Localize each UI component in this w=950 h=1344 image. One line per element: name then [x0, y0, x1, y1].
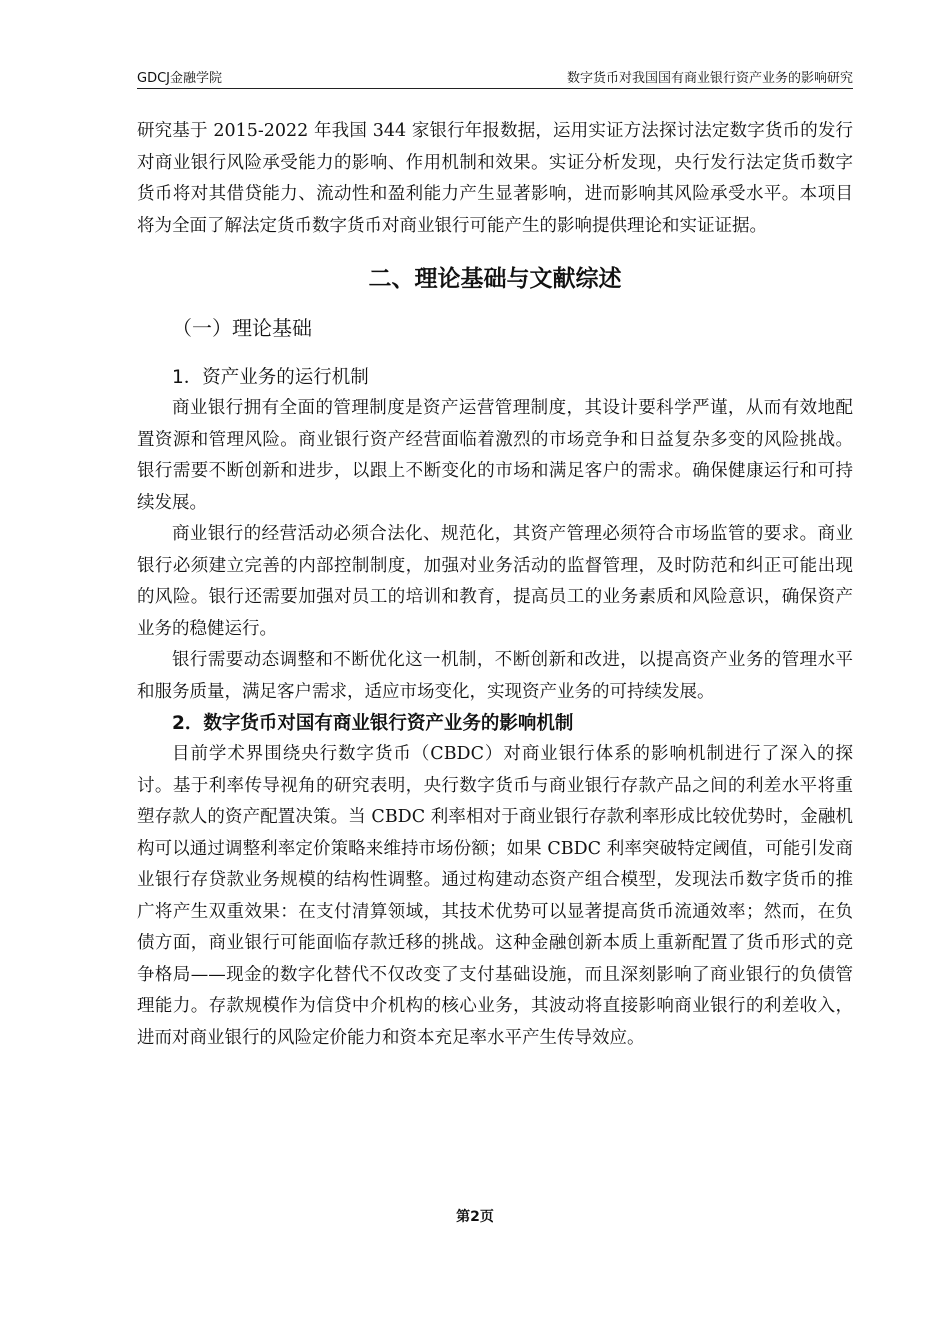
paragraph: 商业银行的经营活动必须合法化、规范化，其资产管理必须符合市场监管的要求。商业银行必须建立完善的内部控制制度，加强对业务活动的监督管理，及时防范和纠正可能出现的风险。银行还需要加强对员工的培训和教育，提高员工的业务素质和风险意识，确保资产业务的稳健运行。	[137, 524, 853, 639]
paragraph: 目前学术界围绕央行数字货币（CBDC）对商业银行体系的影响机制进行了深入的探讨。基于利率传导视角的研究表明，央行数字货币与商业银行存款产品之间的利差水平将重塑存款人的资产配置决策。当 CBDC 利率相对于商业银行存款利率形成比较优势时，金融机构可以通过调整利率定价策略来维持市场份额；如果 CBDC 利率突破特定阈值，可能引发商业银行存贷款业务规模的结构性调整。通过构建动态资产组合模型，发现法币数字货币的推广将产生双重效果：在支付清算领域，其技术优势可以显著提高货币流通效率；然而，在负债方面，商业银行可能面临存款迁移的挑战。这种金融创新本质上重新配置了货币形式的竞争格局——现金的数字化替代不仅改变了支付基础设施，而且深刻影响了商业银行的负债管理能力。存款规模作为信贷中介机构的核心业务，其波动将直接影响商业银行的利差收入，进而对商业银行的风险定价能力和资本充足率水平产生传导效应。	[137, 744, 853, 1048]
subsection-2-title: 2．数字货币对国有商业银行资产业务的影响机制	[172, 713, 574, 734]
paragraph: 银行需要动态调整和不断优化这一机制，不断创新和改进，以提高资产业务的管理水平和服务质量，满足客户需求，适应市场变化，实现资产业务的可持续发展。	[137, 650, 853, 702]
paragraph: 商业银行拥有全面的管理制度是资产运营管理制度，其设计要科学严谨，从而有效地配置资源和管理风险。商业银行资产经营面临着激烈的市场竞争和日益复杂多变的风险挑战。银行需要不断创新和进步，以跟上不断变化的市场和满足客户的需求。确保健康运行和可持续发展。	[137, 398, 853, 513]
chapter-title: 二、理论基础与文献综述	[368, 266, 622, 292]
subsection-1-title: 1．资产业务的运行机制	[172, 367, 369, 388]
page-body	[137, 116, 853, 1054]
header-title: 数字货币对我国国有商业银行资产业务的影响研究	[566, 71, 853, 86]
intro-paragraph: 研究基于 2015-2022 年我国 344 家银行年报数据，运用实证方法探讨法定数字货币的发行对商业银行风险承受能力的影响、作用机制和效果。实证分析发现，央行发行法定货币数字货币将对其借贷能力、流动性和盈利能力产生显著影响，进而影响其风险承受水平。本项目将为全面了解法定货币数字货币对商业银行可能产生的影响提供理论和实证证据。	[137, 121, 853, 236]
page-number: 第2页	[456, 1209, 494, 1225]
section-title: （一）理论基础	[172, 316, 312, 340]
header-institution: GDCJ金融学院	[137, 71, 222, 86]
page-header	[137, 64, 853, 89]
